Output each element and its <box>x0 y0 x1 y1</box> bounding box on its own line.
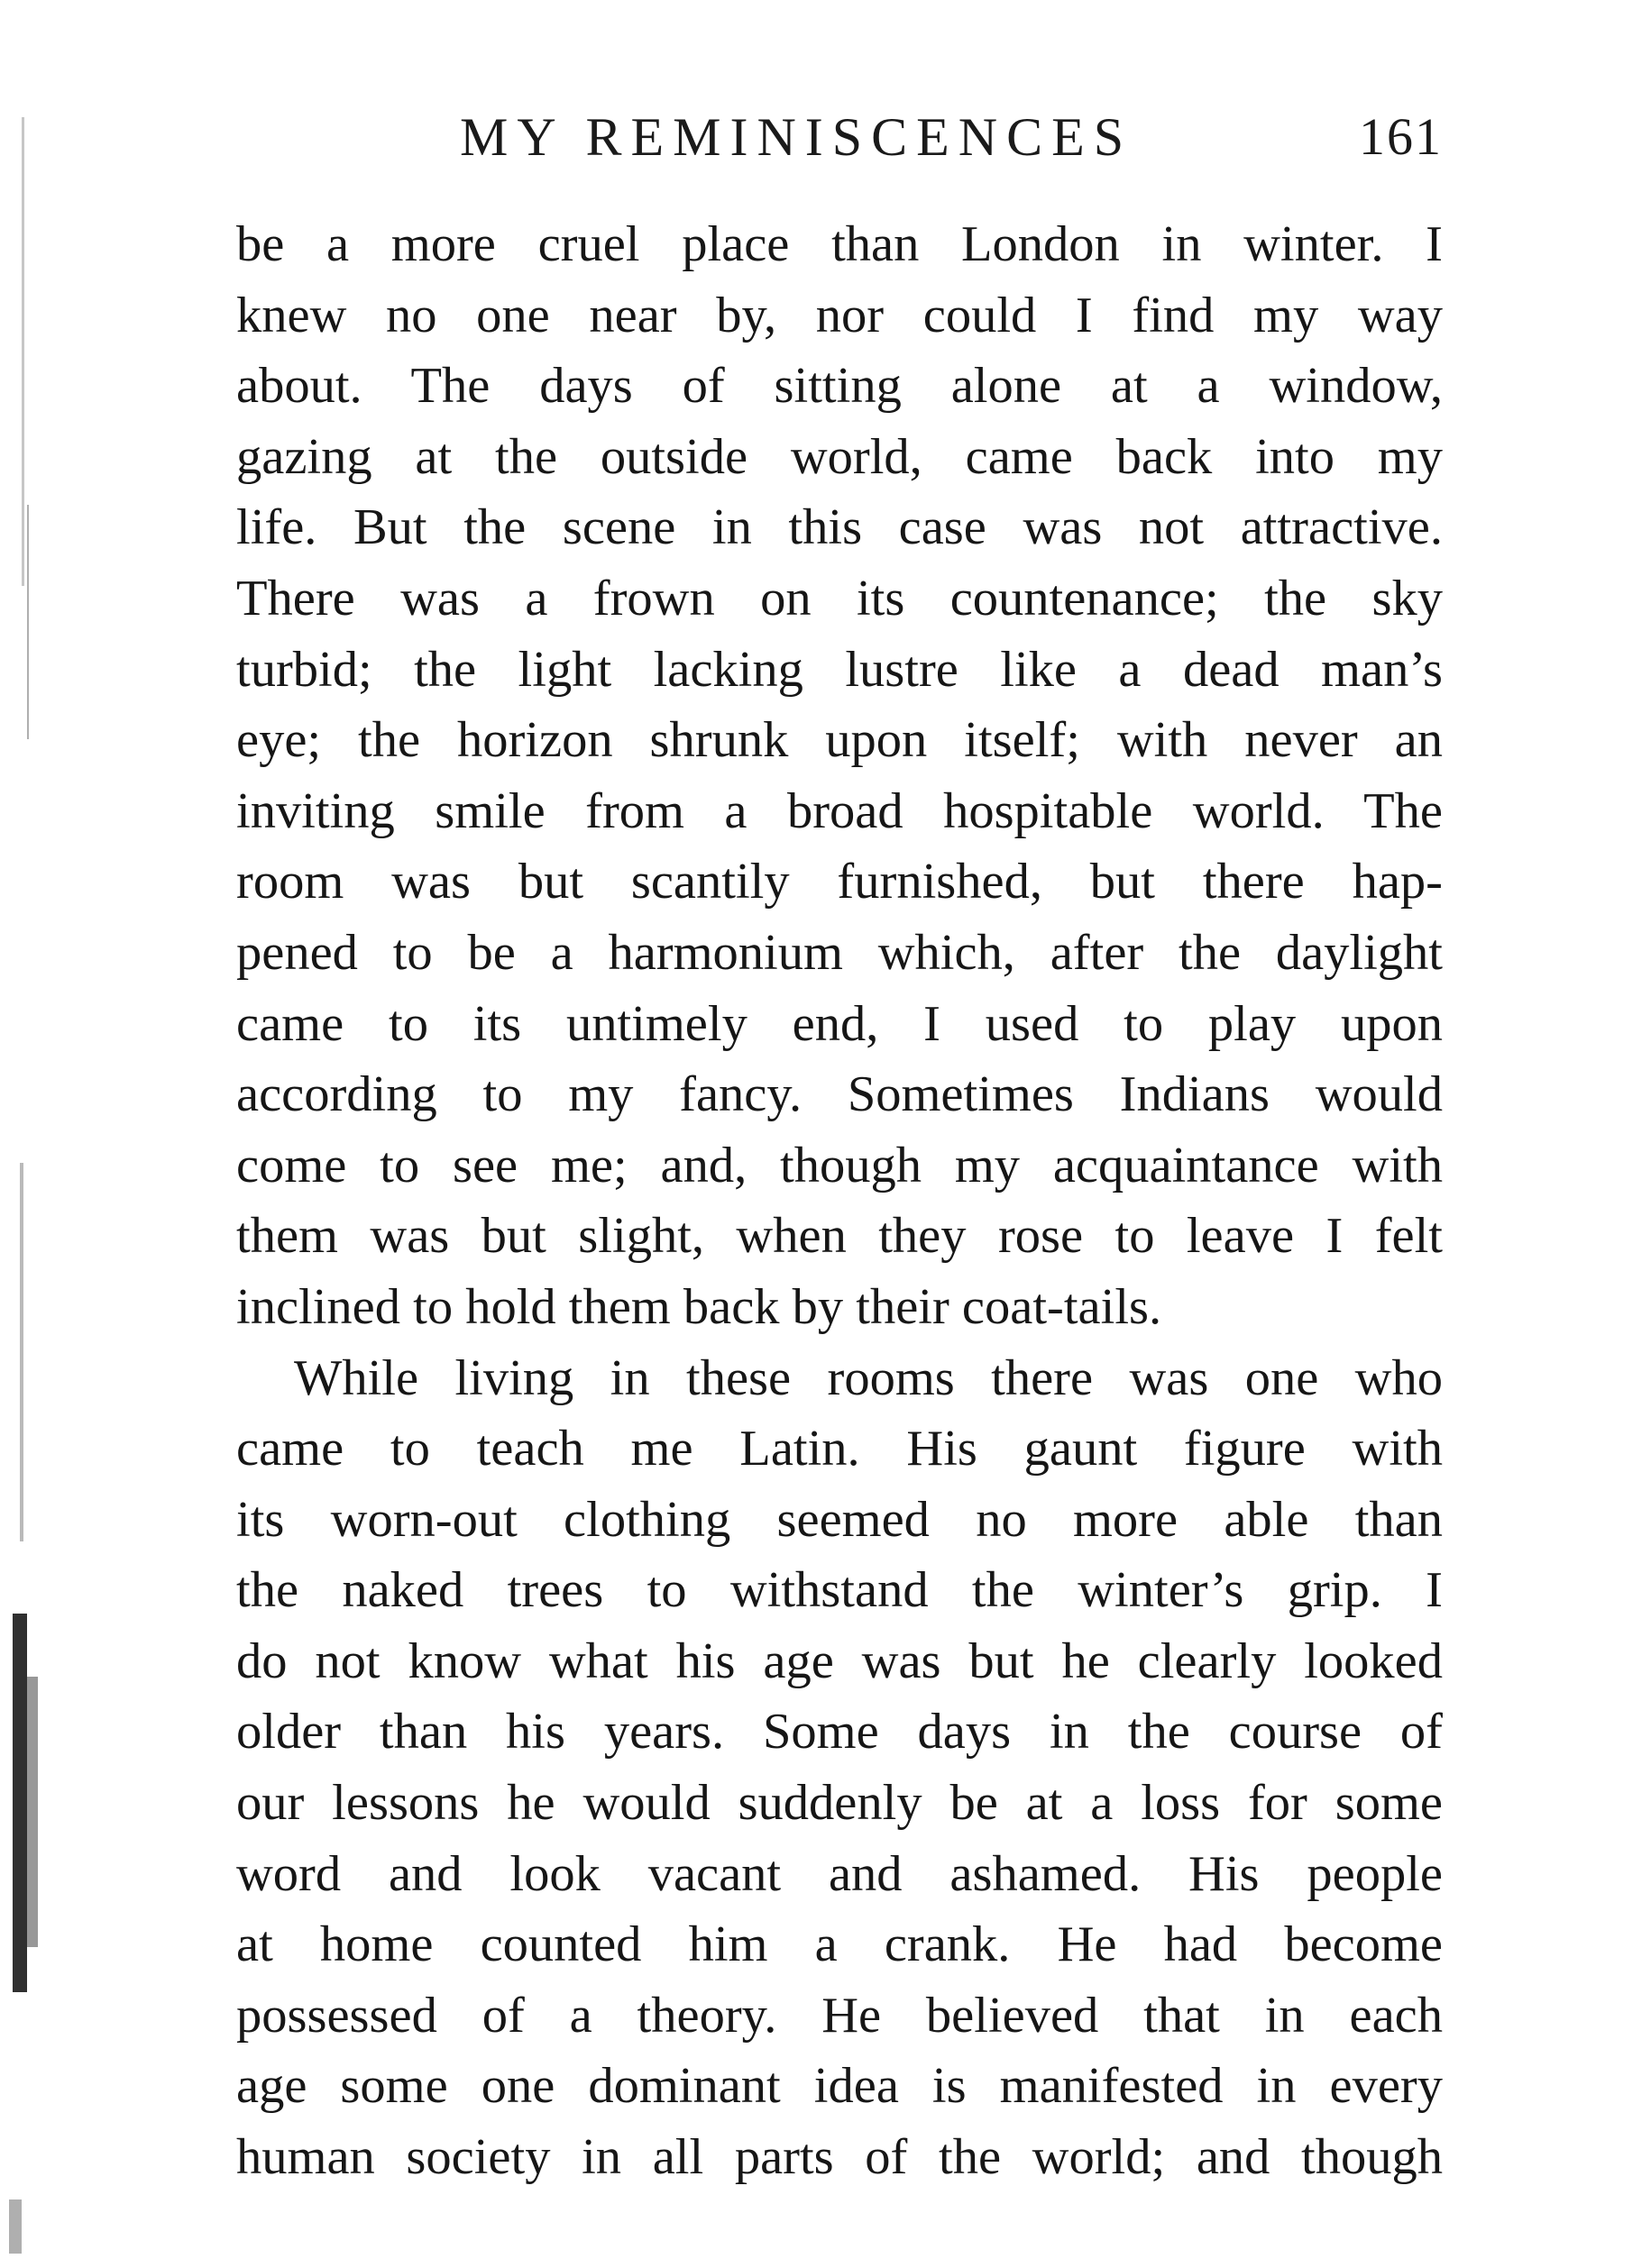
text-line: eye; the horizon shrunk upon itself; with never an <box>236 712 1443 769</box>
page-number: 161 <box>1359 107 1443 166</box>
text-line: our lessons he would suddenly be at a loss for some <box>236 1775 1443 1832</box>
text-line: possessed of a theory. He believed that in each <box>236 1987 1443 2044</box>
text-line: according to my fancy. Sometimes Indians would <box>236 1066 1443 1123</box>
text-line: came to its untimely end, I used to play upon <box>236 995 1443 1052</box>
text-line: about. The days of sitting alone at a window, <box>236 358 1443 415</box>
text-line: knew no one near by, nor could I find my way <box>236 287 1443 343</box>
text-line: do not know what his age was but he clearly looked <box>236 1632 1443 1689</box>
text-line: There was a frown on its countenance; the sky <box>236 570 1443 626</box>
text-line: life. But the scene in this case was not attractive. <box>236 499 1443 556</box>
text-line: came to teach me Latin. His gaunt figure with <box>236 1421 1443 1477</box>
text-line: the naked trees to withstand the winter’s grip. I <box>236 1562 1443 1619</box>
text-line: gazing at the outside world, came back into my <box>236 428 1443 485</box>
text-line: come to see me; and, though my acquaintance with <box>236 1137 1443 1193</box>
text-line: older than his years. Some days in the course of <box>236 1704 1443 1760</box>
text-line: at home counted him a crank. He had become <box>236 1916 1443 1973</box>
running-header <box>236 101 1443 173</box>
text-line: room was but scantily furnished, but there hap- <box>236 854 1443 910</box>
body-text <box>236 209 1443 2193</box>
text-line: word and look vacant and ashamed. His people <box>236 1845 1443 1902</box>
text-line: inviting smile from a broad hospitable world. The <box>236 782 1443 839</box>
text-line: human society in all parts of the world; and though <box>236 2129 1443 2186</box>
paragraph-1 <box>236 209 1443 1343</box>
text-line: age some one dominant idea is manifested in every <box>236 2058 1443 2115</box>
text-line: be a more cruel place than London in winter. I <box>236 216 1443 272</box>
running-title: MY REMINISCENCES <box>460 107 1133 167</box>
paragraph-2 <box>236 1343 1443 2193</box>
text-line: inclined to hold them back by their coat-tails. <box>236 1278 1162 1335</box>
text-line: While living in these rooms there was one who <box>294 1349 1443 1406</box>
text-line: its worn-out clothing seemed no more able than <box>236 1491 1443 1548</box>
text-line: them was but slight, when they rose to leave I felt <box>236 1208 1443 1265</box>
text-line: pened to be a harmonium which, after the daylight <box>236 924 1443 981</box>
scan-gutter-shadow <box>0 0 54 2268</box>
text-line: turbid; the light lacking lustre like a dead man’s <box>236 641 1443 698</box>
